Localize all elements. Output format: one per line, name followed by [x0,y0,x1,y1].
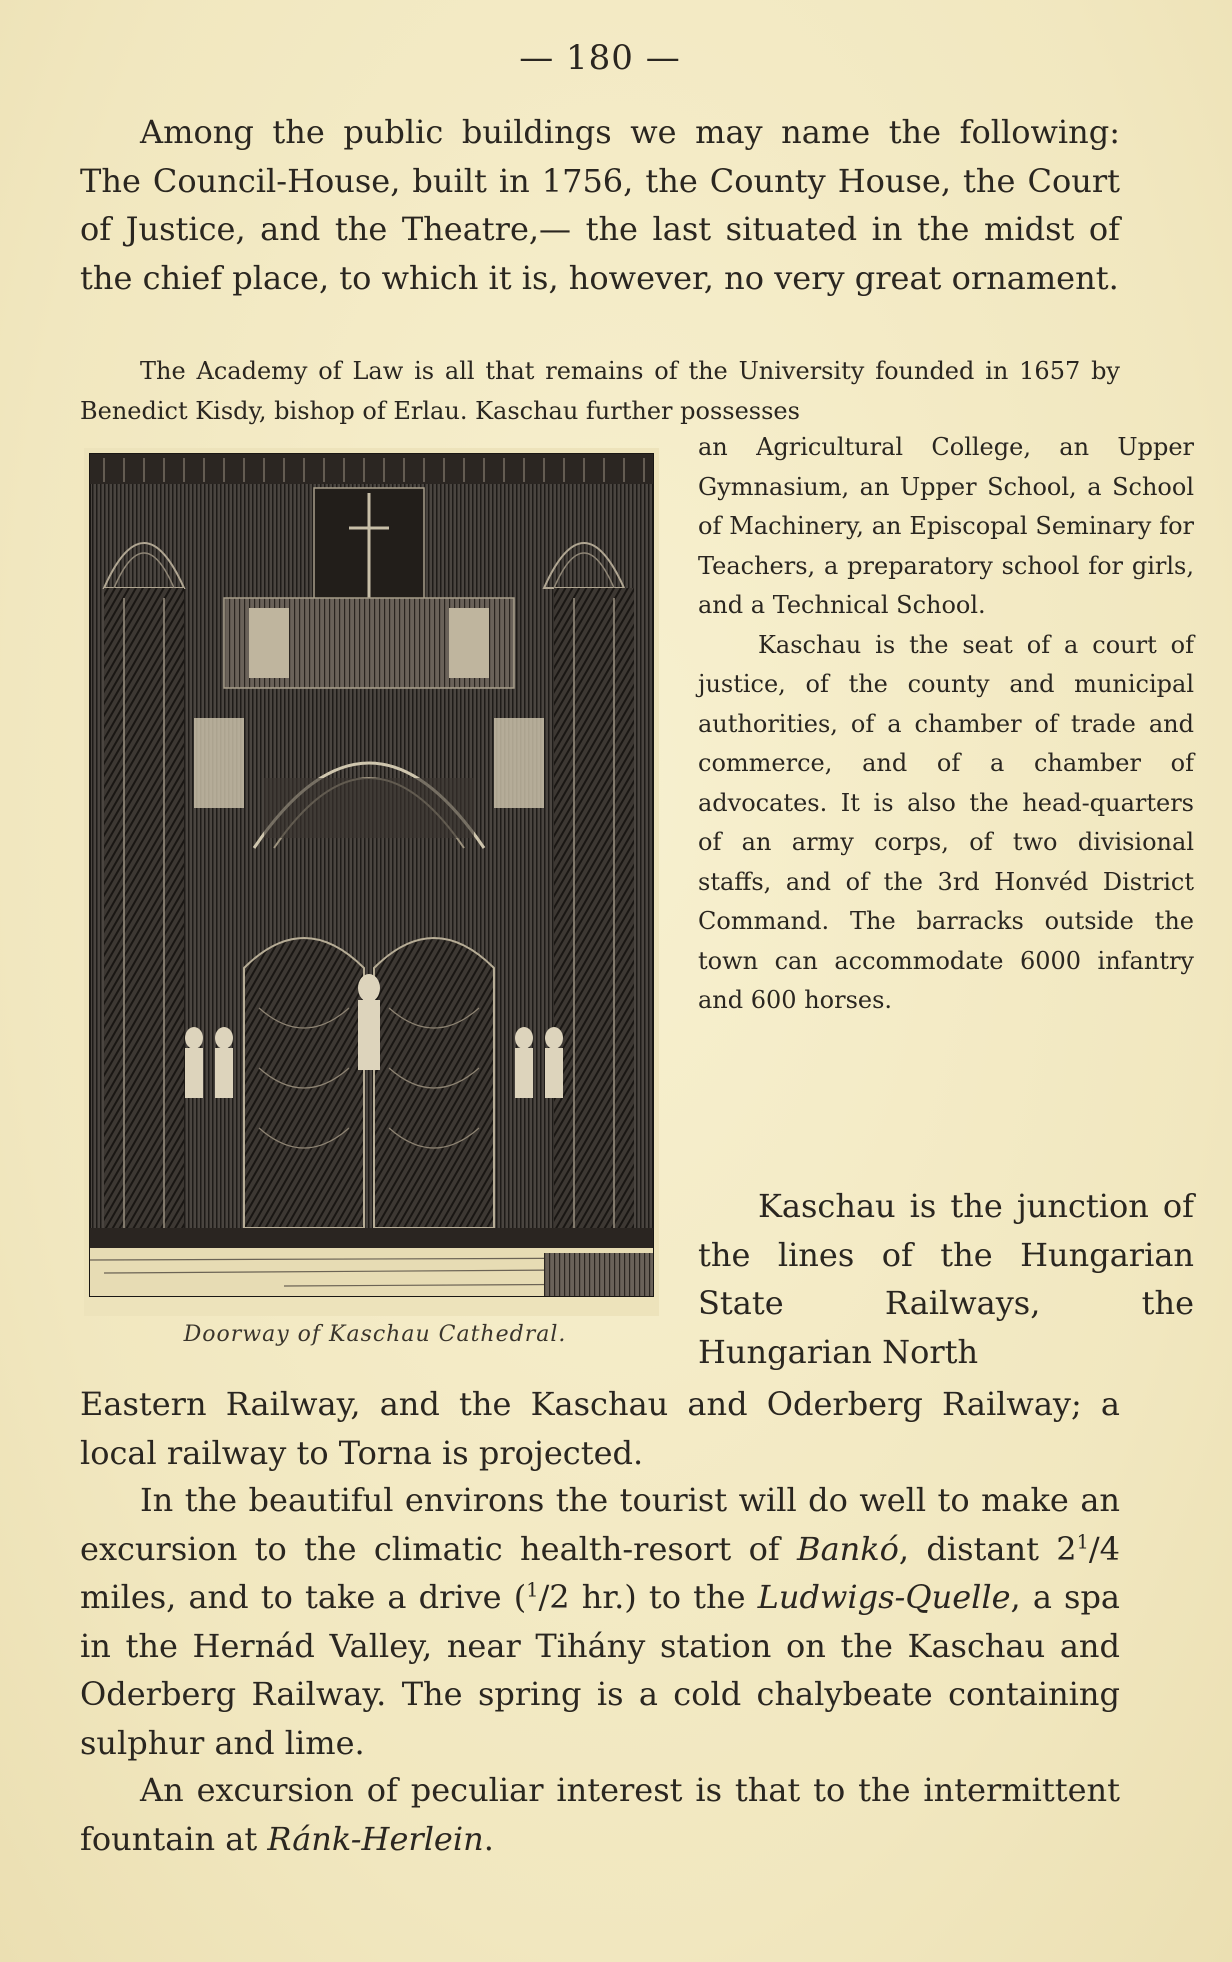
text-run: miles, and to take a drive ( [80,1578,527,1616]
paragraph-environs [80,1476,1120,1767]
fraction-numerator: 1 [1076,1529,1089,1553]
paragraph-seat-of-justice: Kaschau is the seat of a court of justice, of the county and municipal authorities, of a chamber of trade and commerce, and of a chamber of advocates. It is also the head-quarters of an army corps, of two divisional staffs, and of the 3rd Honvéd District Command. The barracks outside the town can accommodate 6000 infantry and 600 horses. [698,630,1194,1014]
place-name-rank-herlein: Ránk-Herlein [267,1819,484,1858]
paragraph-text: Among the public buildings we may name the following: The Council-House, built in 1756, the County House, the Court of Justice, and the Theatre,— the last situated in the midst of the chief place, to which it is, however, no very great ornament. [80,113,1120,297]
paragraph-text: The Academy of Law is all that remains of the University founded in 1657 by Benedict Kisdy, bishop of Erlau. Kaschau further possesses [80,357,1120,425]
paragraph-schools: an Agricultural College, an Upper Gymnasium, an Upper School, a School of Machinery, an Episcopal Seminary for Teachers, a preparatory school for girls, and a Technical School. [698,433,1194,619]
figure-caption: Doorway of Kaschau Cathedral. [183,1322,567,1347]
paragraph-intermittent-fountain [80,1766,1120,1863]
place-name-ludwigs-quelle: Ludwigs-Quelle [757,1578,1011,1616]
paragraph-academy-intro [80,352,1120,431]
text-run: , a spa in the Hernád Valley, near Tihány station on the Kaschau and Oderberg Railway. The spring is a cold chalybeate containing sulphur and lime. [80,1578,1121,1762]
paragraph-text: Kaschau is the junction of the lines of the Hungarian State Railways, the Hungarian North [698,1187,1194,1371]
paragraph-public-buildings [80,108,1120,302]
book-page [80,0,1194,1962]
paragraph-text: Eastern Railway, and the Kaschau and Oderberg Railway; a local railway to Torna is projected. [80,1385,1120,1472]
paragraph-railways-continued [80,1380,1120,1477]
text-run: . [483,1819,494,1858]
fraction-denominator: /4 [1088,1529,1121,1568]
text-run: , distant 2 [898,1529,1077,1568]
place-name-banko: Bankó [797,1529,899,1568]
fraction-denominator: /2 [538,1578,570,1616]
paragraph-railway-junction [698,1182,1194,1376]
cathedral-doorway-engraving [84,448,659,1316]
text-run: In the beautiful environs the tourist will do well to make an excursion to the climatic health-resort of [80,1481,1120,1568]
paragraph-text [80,1766,1120,1863]
page-number: — 180 — [519,38,681,78]
right-column-text [698,428,1194,1021]
text-run: An excursion of peculiar interest is that to the intermittent fountain at [80,1771,1120,1858]
fraction-numerator: 1 [526,1578,539,1602]
paragraph-text [80,1476,1120,1767]
text-run: hr.) to the [569,1578,758,1616]
